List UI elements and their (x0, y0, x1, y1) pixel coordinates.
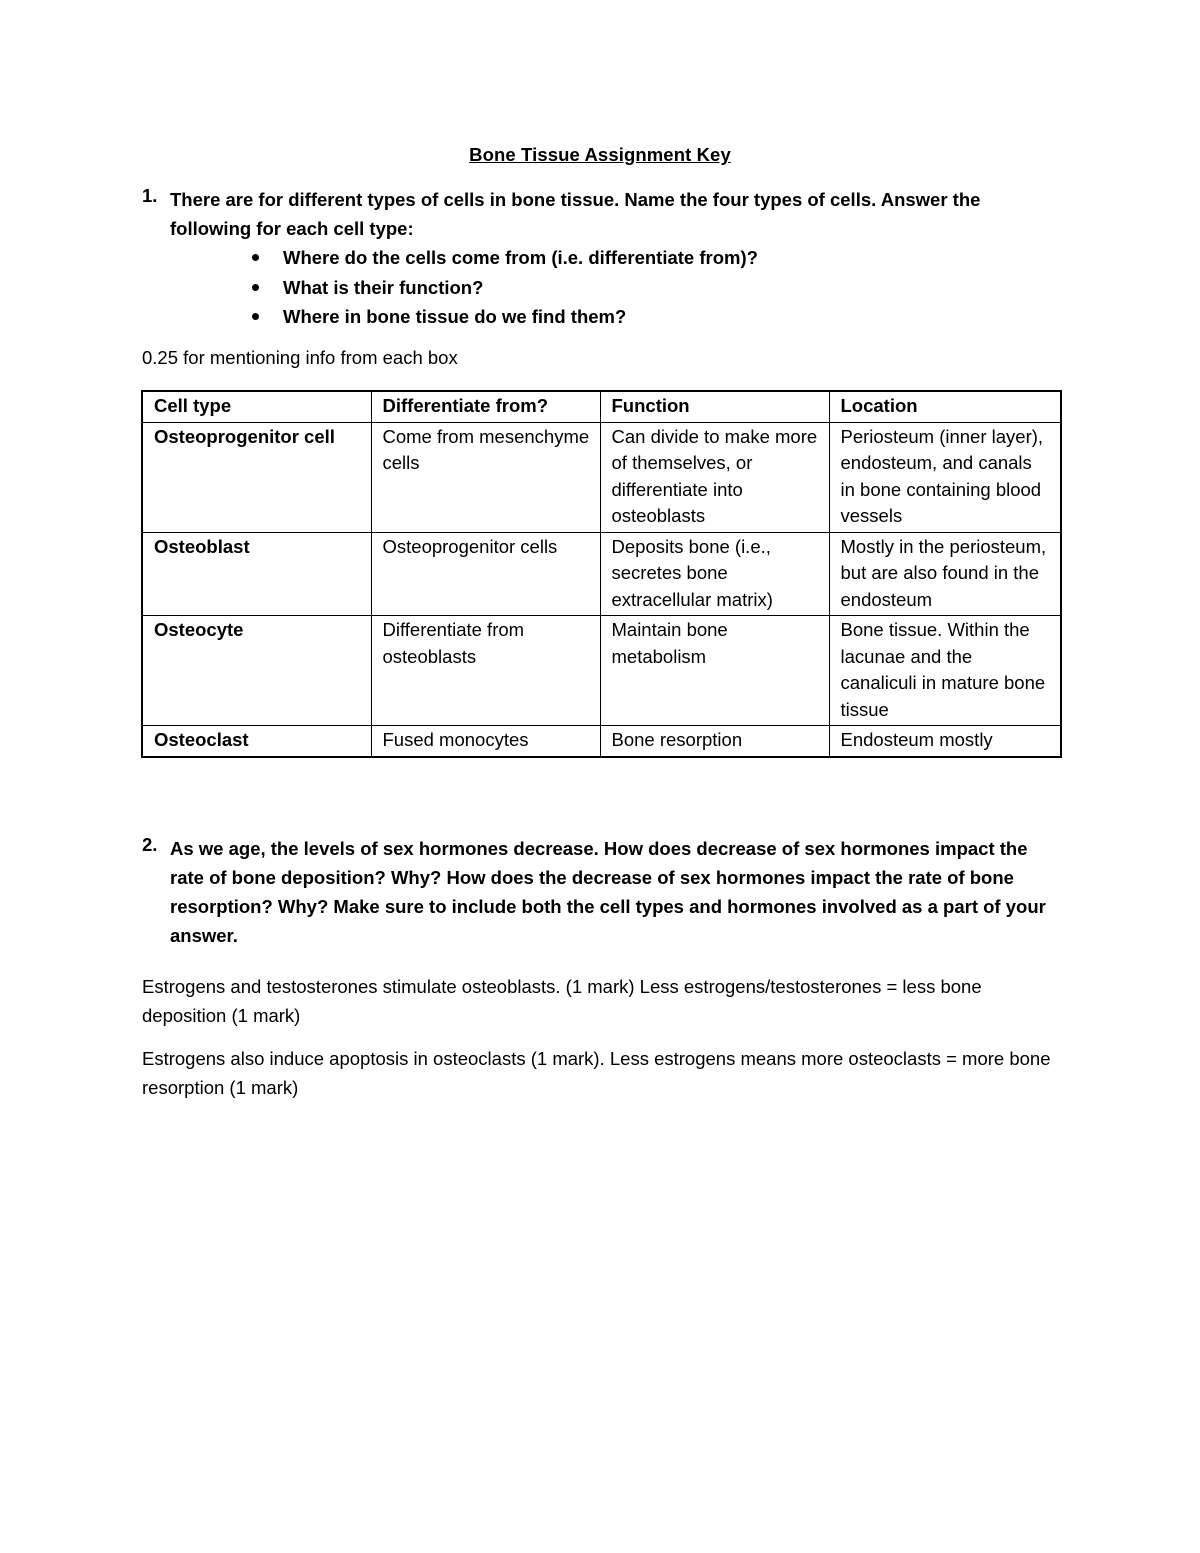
bullet-icon (252, 254, 259, 261)
question-1 (142, 185, 1062, 243)
column-header: Differentiate from? (371, 391, 600, 422)
bullet-icon (252, 284, 259, 291)
table-row (142, 422, 1061, 532)
table-cell: Differentiate from osteoblasts (371, 616, 600, 726)
table-cell: Osteoprogenitor cell (142, 422, 371, 532)
answer-paragraph: Estrogens and testosterones stimulate osteoblasts. (1 mark) Less estrogens/testosterones = less bone deposition (1 mark) (142, 976, 982, 1026)
table-cell: Osteoclast (142, 726, 371, 757)
table-cell: Osteoprogenitor cells (371, 532, 600, 616)
question-1-number: 1. (142, 185, 158, 206)
bullet-text: What is their function? (283, 276, 484, 298)
cell-types-table (141, 390, 1062, 758)
table-cell: Bone tissue. Within the lacunae and the canaliculi in mature bone tissue (829, 616, 1061, 726)
marking-note: 0.25 for mentioning info from each box (142, 347, 458, 368)
table-cell: Come from mesenchyme cells (371, 422, 600, 532)
question-2-number: 2. (142, 834, 158, 855)
table-row (142, 532, 1061, 616)
table-cell: Periosteum (inner layer), endosteum, and canals in bone containing blood vessels (829, 422, 1061, 532)
column-header: Cell type (142, 391, 371, 422)
bullet-item (252, 273, 1052, 303)
page-title: Bone Tissue Assignment Key (469, 144, 731, 165)
question-1-text: There are for different types of cells in bone tissue. Name the four types of cells. Answer the following for each cell type: (170, 189, 981, 239)
table-cell: Osteocyte (142, 616, 371, 726)
table-header-row (142, 391, 1061, 422)
table-cell: Mostly in the periosteum, but are also found in the endosteum (829, 532, 1061, 616)
column-header: Function (600, 391, 829, 422)
question-2 (142, 834, 1062, 950)
table-cell: Bone resorption (600, 726, 829, 757)
table-cell: Deposits bone (i.e., secretes bone extracellular matrix) (600, 532, 829, 616)
bullet-item (252, 302, 1052, 332)
question-1-bullet-list (252, 243, 1052, 332)
table-cell: Fused monocytes (371, 726, 600, 757)
answer-paragraph: Estrogens also induce apoptosis in osteoclasts (1 mark). Less estrogens means more osteoclasts = more bone resorption (1 mark) (142, 1048, 1051, 1098)
bullet-text: Where do the cells come from (i.e. differentiate from)? (283, 247, 758, 268)
question-2-text: As we age, the levels of sex hormones decrease. How does decrease of sex hormones impact the rate of bone deposition? Why? How does the decrease of sex hormones impact the rate of bone resorption? Why? Make sure to include both the cell types and hormones involved as a part of your answer. (170, 838, 1046, 946)
bullet-item (252, 243, 1052, 273)
table-cell: Can divide to make more of themselves, or differentiate into osteoblasts (600, 422, 829, 532)
table-cell: Endosteum mostly (829, 726, 1061, 757)
bullet-icon (252, 313, 259, 320)
table-row (142, 616, 1061, 726)
table-cell: Maintain bone metabolism (600, 616, 829, 726)
table-row (142, 726, 1061, 757)
column-header: Location (829, 391, 1061, 422)
table-cell: Osteoblast (142, 532, 371, 616)
bullet-text: Where in bone tissue do we find them? (283, 306, 627, 327)
